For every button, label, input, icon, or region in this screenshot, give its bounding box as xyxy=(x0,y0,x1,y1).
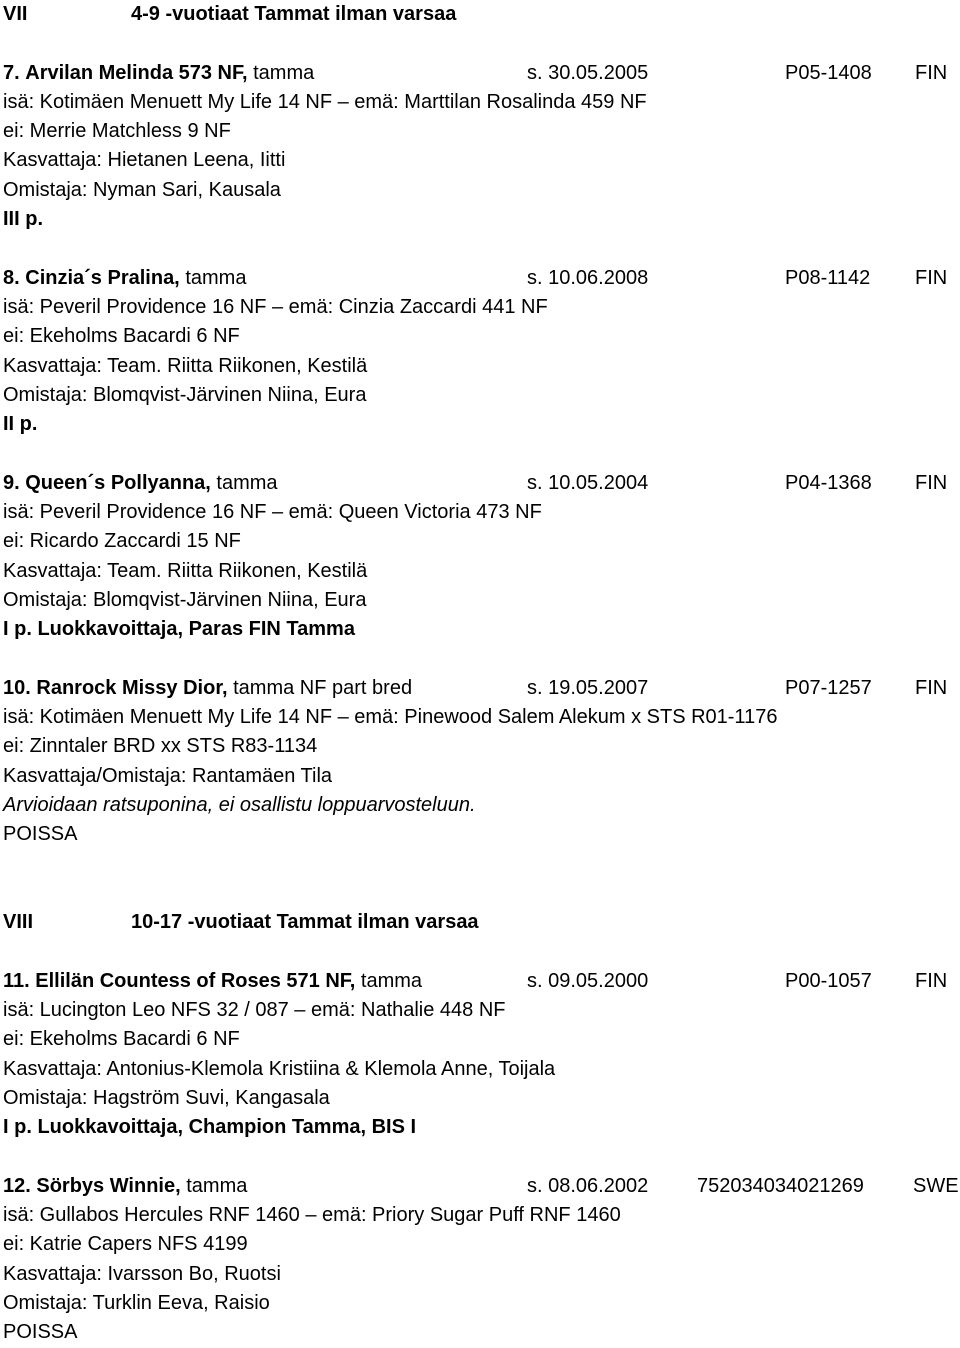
dam-sire-line: ei: Ekeholms Bacardi 6 NF xyxy=(3,1028,240,1051)
owner-line: Omistaja: Blomqvist-Järvinen Niina, Eura xyxy=(3,588,367,611)
entry-12 xyxy=(3,1172,958,1348)
birth-date: s. 09.05.2000 xyxy=(527,969,649,992)
result-line: POISSA xyxy=(3,1321,78,1344)
catalog-page xyxy=(3,0,958,1348)
registration-number: P04-1368 xyxy=(785,471,872,494)
horse-name: Sörbys Winnie, xyxy=(36,1174,181,1197)
breeder-line: Kasvattaja: Team. Riitta Riikonen, Kestilä xyxy=(3,559,368,582)
entry-header xyxy=(3,1172,958,1201)
registration-number: P08-1142 xyxy=(785,266,871,289)
registration-number: P07-1257 xyxy=(785,676,872,699)
entry-header xyxy=(3,264,958,293)
dam-sire-line: ei: Ricardo Zaccardi 15 NF xyxy=(3,530,241,553)
note-line: Arvioidaan ratsuponina, ei osallistu loppuarvosteluun. xyxy=(3,794,476,817)
owner-line: Omistaja: Blomqvist-Järvinen Niina, Eura xyxy=(3,383,367,406)
result-line: II p. xyxy=(3,413,38,436)
dam-sire-line: ei: Ekeholms Bacardi 6 NF xyxy=(3,325,240,348)
class-header-viii xyxy=(3,908,958,937)
entry-header xyxy=(3,967,958,996)
breeder-line: Kasvattaja: Team. Riitta Riikonen, Kestilä xyxy=(3,354,368,377)
dam-sire-line: ei: Katrie Capers NFS 4199 xyxy=(3,1233,248,1256)
horse-type: tamma xyxy=(253,61,315,84)
entry-number: 10. xyxy=(3,676,31,699)
horse-type: tamma xyxy=(360,969,423,992)
entry-8 xyxy=(3,264,958,440)
entry-header xyxy=(3,469,958,498)
horse-type: tamma xyxy=(186,1174,248,1197)
horse-type: tamma xyxy=(216,471,278,494)
horse-type: tamma xyxy=(185,266,247,289)
horse-name: Arvilan Melinda 573 NF, xyxy=(25,61,248,84)
entry-7 xyxy=(3,59,958,235)
result-line: I p. Luokkavoittaja, Paras FIN Tamma xyxy=(3,618,355,641)
birth-date: s. 10.05.2004 xyxy=(527,471,649,494)
horse-name: Queen´s Pollyanna, xyxy=(25,471,211,494)
class-title: 4-9 -vuotiaat Tammat ilman varsaa xyxy=(131,3,457,25)
birth-date: s. 10.06.2008 xyxy=(527,266,649,289)
class-title: 10-17 -vuotiaat Tammat ilman varsaa xyxy=(131,911,479,934)
birth-date: s. 30.05.2005 xyxy=(527,61,649,84)
result-line: III p. xyxy=(3,208,43,231)
breeder-line: Kasvattaja: Hietanen Leena, Iitti xyxy=(3,149,286,172)
country: FIN xyxy=(915,676,948,699)
horse-type: tamma NF part bred xyxy=(233,676,413,699)
pedigree-line: isä: Peveril Providence 16 NF – emä: Queen Victoria 473 NF xyxy=(3,501,542,524)
owner-line: Omistaja: Hagström Suvi, Kangasala xyxy=(3,1086,330,1109)
entry-number: 12. xyxy=(3,1174,31,1197)
entry-header xyxy=(3,674,958,703)
horse-name: Cinzia´s Pralina, xyxy=(25,266,180,289)
class-numeral: VIII xyxy=(3,911,34,934)
breeder-line: Kasvattaja: Ivarsson Bo, Ruotsi xyxy=(3,1262,281,1285)
registration-number: P00-1057 xyxy=(785,969,872,992)
breeder-owner-line: Kasvattaja/Omistaja: Rantamäen Tila xyxy=(3,764,333,787)
dam-sire-line: ei: Merrie Matchless 9 NF xyxy=(3,120,231,143)
pedigree-line: isä: Kotimäen Menuett My Life 14 NF – emä: Marttilan Rosalinda 459 NF xyxy=(3,90,647,113)
country: SWE xyxy=(913,1174,959,1197)
pedigree-line: isä: Lucington Leo NFS 32 / 087 – emä: Nathalie 448 NF xyxy=(3,999,506,1022)
pedigree-line: isä: Kotimäen Menuett My Life 14 NF – emä: Pinewood Salem Alekum x STS R01-1176 xyxy=(3,706,778,729)
result-line: I p. Luokkavoittaja, Champion Tamma, BIS I xyxy=(3,1116,417,1139)
birth-date: s. 08.06.2002 xyxy=(527,1174,649,1197)
entry-number: 9. xyxy=(3,471,20,494)
entry-number: 11. xyxy=(3,969,30,992)
owner-line: Omistaja: Turklin Eeva, Raisio xyxy=(3,1292,270,1315)
entry-9 xyxy=(3,469,958,645)
pedigree-line: isä: Gullabos Hercules RNF 1460 – emä: Priory Sugar Puff RNF 1460 xyxy=(3,1204,621,1227)
dam-sire-line: ei: Zinntaler BRD xx STS R83-1134 xyxy=(3,735,318,758)
entry-header xyxy=(3,59,958,88)
entry-11 xyxy=(3,967,958,1143)
registration-number: 752034034021269 xyxy=(697,1174,864,1197)
class-numeral: VII xyxy=(3,3,28,25)
country: FIN xyxy=(915,266,948,289)
country: FIN xyxy=(915,969,948,992)
horse-name: Ranrock Missy Dior, xyxy=(36,676,228,699)
class-header-vii xyxy=(3,0,958,29)
country: FIN xyxy=(915,61,948,84)
pedigree-line: isä: Peveril Providence 16 NF – emä: Cinzia Zaccardi 441 NF xyxy=(3,295,548,318)
result-line: POISSA xyxy=(3,823,78,846)
country: FIN xyxy=(915,471,948,494)
entry-number: 7. xyxy=(3,61,20,84)
breeder-line: Kasvattaja: Antonius-Klemola Kristiina & Klemola Anne, Toijala xyxy=(3,1057,556,1080)
entry-number: 8. xyxy=(3,266,20,289)
birth-date: s. 19.05.2007 xyxy=(527,676,649,699)
owner-line: Omistaja: Nyman Sari, Kausala xyxy=(3,178,281,201)
horse-name: Ellilän Countess of Roses 571 NF, xyxy=(35,969,356,992)
entry-10 xyxy=(3,674,958,850)
registration-number: P05-1408 xyxy=(785,61,872,84)
